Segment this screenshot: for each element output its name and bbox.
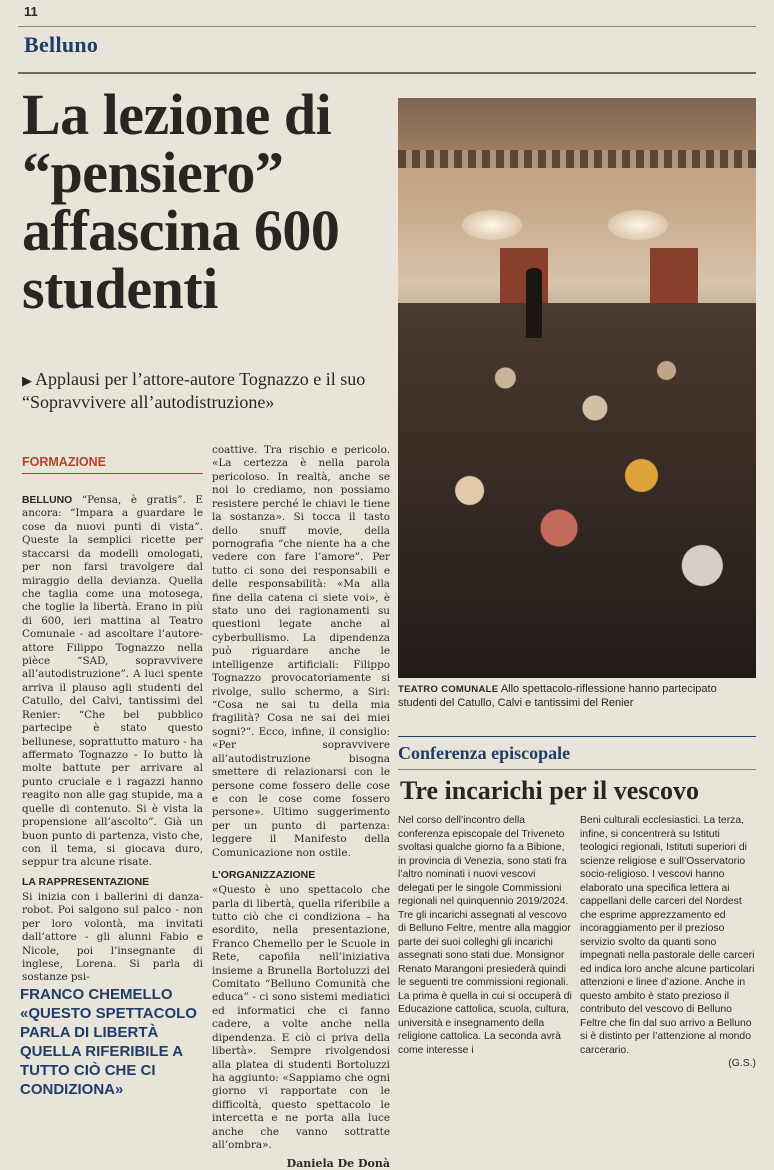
sidebar-text-2: Beni culturali ecclesiastici. La terza, infine, si concentrerà su Istituti teologici regionali, Istituti superiori di scienze religiose e sull’Osservatorio socio-religioso. I vescovi hanno elaborato una specifica lettera ai cappellani delle carceri del Nordest che esprime apprezzamento ed incoraggiamento per il prezioso servizio svolto da quanti sono impegnati nella pastorale delle carceri ed indica loro anche alcune particolari attenzioni e linee d’azione. Anche in questo ambito è stato prezioso il contributo del vescovo di Belluno Feltre che fin dal suo arrivo a Belluno si è distinto per l’attenzione al mondo carcerario. (580, 815, 755, 1056)
subsection-heading: L’ORGANIZZAZIONE (212, 869, 316, 882)
section-rule (18, 72, 756, 74)
byline: Daniela De Donà (286, 1156, 390, 1170)
article-kicker: FORMAZIONE (22, 455, 107, 469)
caption-text: Allo spettacolo-riflessione hanno partecipato studenti del Catullo, Calvi e tantissimi del Renier (398, 683, 717, 710)
page-number: 11 (24, 4, 38, 19)
article-column-2 (212, 444, 390, 1170)
sidebar-column-1: Nel corso dell’incontro della conferenza episcopale del Triveneto svoltasi qualche giorno fa a Bibione, in provincia di Venezia, sono stati fra l’altro nominati i nuovi vescovi delegati per le singole Commissioni regionali nel quinquennio 2019/2024. Tre gli incarichi assegnati al vescovo di Belluno Feltre, mentre alla maggior parte dei suoi colleghi gli incarichi assegnati sono stati due. Monsignor Renato Marangoni presiederà quindi le seguenti tre commissioni regionali. La prima è quella in cui si occuperà di Educazione cattolica, scuola, cultura, università e insegnamento della religione cattolica. La seconda avrà come interesse i (398, 815, 572, 1056)
photo-standing-person (526, 268, 542, 338)
photo-caption (398, 682, 756, 711)
sidebar-rule-2 (398, 769, 756, 770)
article-text-1b: Si inizia con i ballerini di danza-robot. Poi salgono sul palco - non per loro volontà, ma invitati dall’attore - gli alunni Fabio e Nicole, poi l’insegnante di inglese, Lorena. Si parla di sostanze psi- (22, 890, 203, 984)
dateline: BELLUNO (22, 495, 73, 506)
headline: La lezione di “pensiero” affascina 600 studenti (22, 82, 340, 321)
photo-light (462, 210, 522, 240)
sidebar-headline: Tre incarichi per il vescovo (400, 776, 699, 805)
pull-quote: FRANCO CHEMELLO «QUESTO SPETTACOLO PARLA DI LIBERTÀ QUELLA RIFERIBILE A TUTTO CIÒ CHE CI CONDIZIONA» (20, 986, 197, 1099)
kicker-underline (22, 473, 203, 474)
subhead-text: Applausi per l’attore-autore Tognazzo e il suo “Sopravvivere all’autodistruzione» (22, 369, 366, 413)
subsection-heading: LA RAPPRESENTAZIONE (22, 875, 150, 888)
photo-audience (398, 303, 756, 678)
article-text-2: coattive. Tra rischio e pericolo. «La certezza è nella parola pericoloso. In realtà, anche se noi lo crediamo, non possiamo resistere perché le chiavi le tiene la sostanza». Si tocca il tasto dello snuff movie, della pornografia “che niente ha a che vedere con fare l’amore”. Per tutto ci sono dei responsabili e delle responsabilità: «Ma alla fine della catena ci siete voi», è stato uno dei ragionamenti su questioni legate anche al cyberbullismo. La dipendenza può riguardare anche le intelligenze artificiali: Filippo Tognazzo provocatoriamente si rivolge, sullo schermo, a Siri: “Cosa ne sai tu della mia fragilità? Cosa ne sai dei miei sogni?”. Ecco, infine, il consiglio: «Per sopravvivere all’autodistruzione bisogna smettere di relazionarsi con le persone come fossero delle cose e con le cose come fossero persone». Ultimo suggerimento per un punto di partenza: leggere il Manifesto della Comunicazione non ostile. (212, 444, 390, 859)
photo-door (650, 248, 698, 308)
subhead (22, 368, 394, 415)
top-rule (18, 26, 756, 27)
triangle-icon: ▶ (22, 373, 32, 388)
sidebar-kicker: Conferenza episcopale (398, 743, 571, 763)
sidebar-rule (398, 736, 756, 737)
photo-balcony-audience (398, 150, 756, 168)
article-column-1 (22, 494, 203, 985)
caption-label: TEATRO COMUNALE (398, 684, 499, 695)
article-text-2b: «Questo è uno spettacolo che parla di libertà, quella riferibile a tutto ciò che ci condiziona – ha esordito, nella presentazione, Franco Chemello per le Scuole in Rete, capofila nell’iniziativa insieme a Brunella Bortoluzzi del Comitato “Belluno Comunità che educa” - ci sono sistemi mediatici ed informatici che ci fanno cadere, a volte anche nella dipendenza. E ciò ci priva della libertà». Sempre rivolgendosi alla platea di studenti Bortoluzzi ha aggiunto: «Sappiamo che ogni giorno vi rapportate con le difficoltà, questo spettacolo le intercetta e ne porta alla luce anche che vanno sottratte all’ombra». (212, 884, 390, 1152)
section-label: Belluno (24, 32, 99, 57)
photo-light (608, 210, 668, 240)
sidebar-column-2 (580, 814, 756, 1071)
theater-photo (398, 98, 756, 678)
article-text-1: “Pensa, è gratis”. E ancora: “Impara a guardare le cose da nuovi punti di vista”. Queste la semplici ricette per staccarsi da modelli omologati, per non farsi travolgere dal miraggio della devianza. Quella che taglia come una motosega, che toglie la libertà. Erano in più di 600, ieri mattina al Teatro Comunale - ad ascoltare l’autore-attore Filippo Tognazzo nella pièce “SAD, sopravvivere all’autodistruzione”. A luci spente arriva il plauso agli studenti del Catullo, del Calvi, tantissimi del Renier: “Che bel pubblico partecipe è stato questo bellunese, soprattutto maturo - ha affermato Tognazzo - Io butto là molte battute per arrivare al punto cruciale e i ragazzi hanno reagito non alle gag stupide, ma a quelle di contenuto. Si è vista la propensione all’ascolto”. Già un buon punto di partenza, visto che, con il tema, si giocava duro, seppur tra alcune risate. (22, 494, 203, 869)
sidebar-signature: (G.S.) (728, 1058, 756, 1070)
